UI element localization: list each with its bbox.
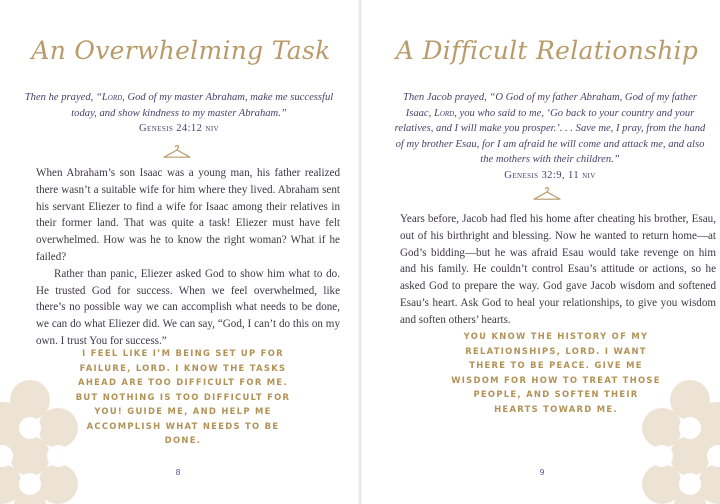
corner-ornament-right	[640, 370, 720, 504]
devotional-body	[36, 165, 340, 350]
verse-text-start: Then he prayed, “	[24, 92, 102, 103]
prayer-text: YOU KNOW THE HISTORY OF MY RELATIONSHIPS, LORD. I WANT THERE TO BE PEACE. GIVE ME WISDOM FOR HOW TO TREAT THOSE PEOPLE, AND SOFTEN THEIR HEARTS TOWARD ME.	[451, 331, 661, 414]
devotional-body	[400, 211, 716, 329]
prayer-text: I FEEL LIKE I’M BEING SET UP FOR FAILURE, LORD. I KNOW THE TASKS AHEAD ARE TOO DIFFICULT FOR ME. BUT NOTHING IS TOO DIFFICULT FOR YOU! GUIDE ME, AND HELP ME ACCOMPLISH WHAT NEEDS TO BE DONE.	[75, 348, 291, 445]
page-title: An Overwhelming Task	[31, 36, 331, 65]
clothes-hanger-icon	[532, 184, 562, 202]
verse-reference: Genesis 32:9, 11 niv	[504, 169, 596, 181]
verse-text-end: , you who said to me, ‘Go back to your country and your relatives, and I will make you prosper.’. . . Save me, I pray, from the hand of my brother Esau, for I am afraid he will come and attack me, and also the mothers with their children.”	[394, 107, 706, 165]
scripture-verse	[390, 90, 710, 183]
verse-text-end: , God of my master Abraham, make me successful today, and show kindness to my master Abraham.”	[71, 92, 334, 119]
body-paragraph: Rather than panic, Eliezer asked God to show him what to do. He trusted God for success. When we feel overwhelmed, like there’s no possible way we can accomplish what needs to be done, we can do what Eliezer did. We can say, “God, I can’t do this on my own. I trust You for success.”	[36, 267, 340, 347]
corner-ornament-left	[0, 370, 80, 504]
body-paragraph: When Abraham’s son Isaac was a young man, his father realized there wasn’t a suitable wife for him where they lived. Abraham sent his servant Eliezer to find a wife for Isaac among their relatives in their former land. That was quite a task! Eliezer must have felt overwhelmed. How was he to know the right woman? What if he failed?	[36, 167, 340, 263]
verse-lord: Lord	[433, 107, 455, 119]
clothes-hanger-icon	[162, 142, 192, 160]
book-gutter	[358, 0, 362, 504]
scripture-verse	[24, 90, 334, 137]
page-number: 8	[175, 468, 181, 477]
verse-text-start: Then Jacob prayed, “O God of my father Abraham, God of my father Isaac,	[402, 92, 698, 119]
page-title: A Difficult Relationship	[395, 36, 699, 65]
verse-reference: Genesis 24:12 niv	[138, 123, 220, 134]
verse-lord: Lord	[101, 92, 123, 103]
body-paragraph: Years before, Jacob had fled his home after cheating his brother, Esau, out of his birthright and blessing. Now he wanted to return home—at God’s bidding—but he was afraid Esau would take revenge on him and his family. He couldn’t control Esau’s attitude or actions, so he asked God to prepare the way. God gave Jacob wisdom and softened Esau’s heart. Ask God to heal your relationships, to give you wisdom and soften others’ hearts.	[400, 213, 716, 326]
page-number: 9	[539, 468, 545, 477]
